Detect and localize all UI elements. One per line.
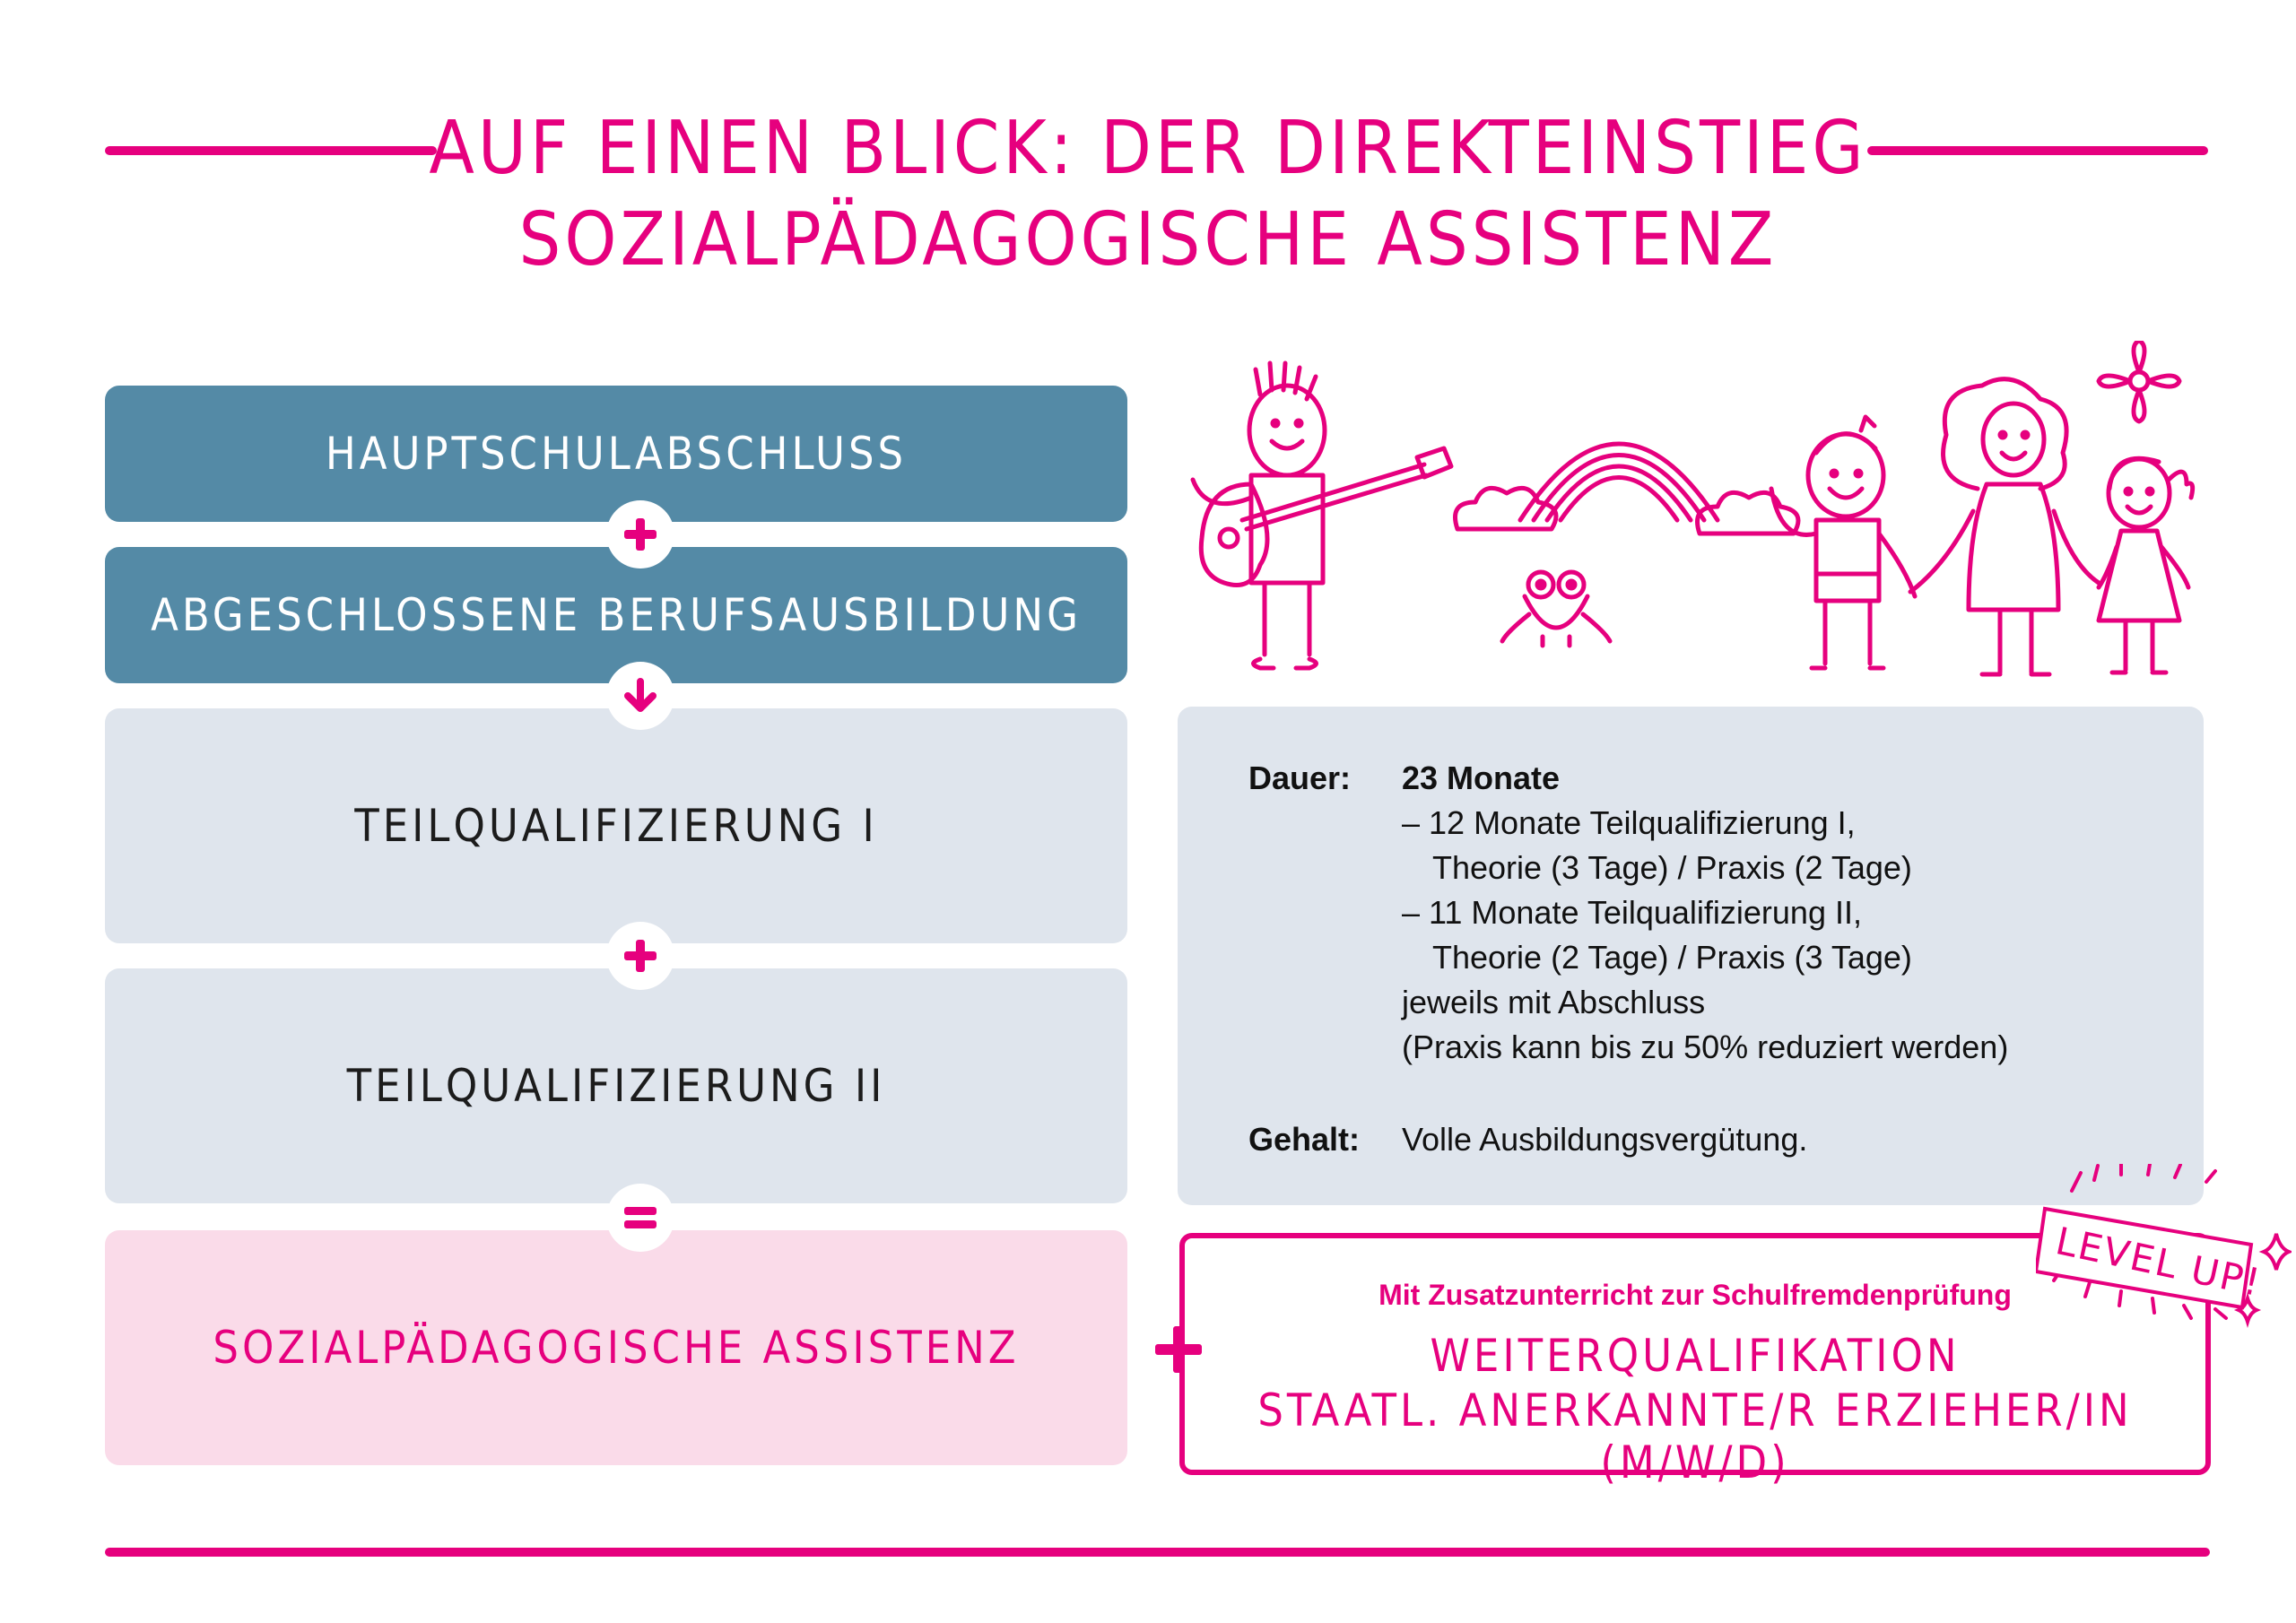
page-title-line-1: AUF EINEN BLICK: DER DIREKTEINSTIEG [429, 106, 1867, 191]
flower-icon [2099, 341, 2179, 421]
rainbow [1456, 444, 1799, 534]
step-result-assistenz [105, 1230, 1127, 1465]
dauer-line: (Praxis kann bis zu 50% reduziert werden) [1402, 1028, 2009, 1065]
level-up-stamp [2036, 1164, 2292, 1343]
step-berufsausbildung-label: ABGESCHLOSSENE BERUFSAUSBILDUNG [151, 589, 1082, 641]
weiterqualifikation-subtitle: Mit Zusatzunterricht zur Schulfremdenprüfung [1378, 1279, 2012, 1311]
step-teilqualifizierung-2 [105, 968, 1127, 1203]
plus-connector-1 [606, 500, 674, 568]
girl-figure [2099, 458, 2193, 673]
gehalt-label: Gehalt: [1248, 1121, 1361, 1158]
step-result-assistenz-label: SOZIALPÄDAGOGISCHE ASSISTENZ [213, 1322, 1020, 1374]
dauer-line: Theorie (3 Tage) / Praxis (2 Tage) [1432, 849, 1912, 886]
boy-figure [1771, 417, 1915, 668]
dauer-details [1402, 756, 2008, 1070]
frog [1502, 572, 1610, 646]
step-teilqualifizierung-1-label: TEILQUALIFIZIERUNG I [354, 800, 878, 852]
plus-icon [622, 938, 658, 974]
stamp-text: LEVEL UP! [2051, 1219, 2266, 1306]
arrow-down-icon [622, 678, 658, 714]
dauer-value: 23 Monate [1402, 759, 1561, 796]
arrow-connector [606, 662, 674, 730]
plus-connector-2 [606, 922, 674, 990]
plus-icon [622, 516, 658, 552]
bottom-rule [105, 1548, 2210, 1557]
dauer-line: – 11 Monate Teilqualifizierung II, [1402, 894, 1862, 931]
dauer-row [1248, 756, 2008, 1070]
info-panel [1178, 707, 2204, 1205]
page-title-line-2: SOZIALPÄDAGOGISCHE ASSISTENZ [518, 197, 1778, 282]
gehalt-row [1248, 1117, 1807, 1162]
step-hauptschulabschluss-label: HAUPTSCHULABSCHLUSS [325, 428, 908, 480]
step-teilqualifizierung-1 [105, 708, 1127, 943]
dauer-label: Dauer: [1248, 759, 1352, 796]
weiterqualifikation-detail: STAATL. ANERKANNTE/R ERZIEHER/IN (M/W/D) [1257, 1384, 2133, 1488]
equals-connector [606, 1184, 674, 1252]
mother-figure [1910, 379, 2099, 674]
equals-icon [622, 1200, 658, 1236]
step-hauptschulabschluss [105, 386, 1127, 522]
family-illustration [1166, 341, 2206, 681]
gehalt-value: Volle Ausbildungsvergütung. [1402, 1121, 1808, 1158]
step-teilqualifizierung-2-label: TEILQUALIFIZIERUNG II [346, 1060, 886, 1112]
step-berufsausbildung [105, 547, 1127, 683]
plus-icon [1152, 1323, 1205, 1376]
musician-figure [1193, 363, 1451, 668]
dauer-line: Theorie (2 Tage) / Praxis (3 Tage) [1432, 939, 1912, 976]
weiterqualifikation-title: WEITERQUALIFIKATION [1430, 1330, 1961, 1382]
dauer-line: jeweils mit Abschluss [1402, 984, 1706, 1020]
dauer-line: – 12 Monate Teilqualifizierung I, [1402, 804, 1856, 841]
